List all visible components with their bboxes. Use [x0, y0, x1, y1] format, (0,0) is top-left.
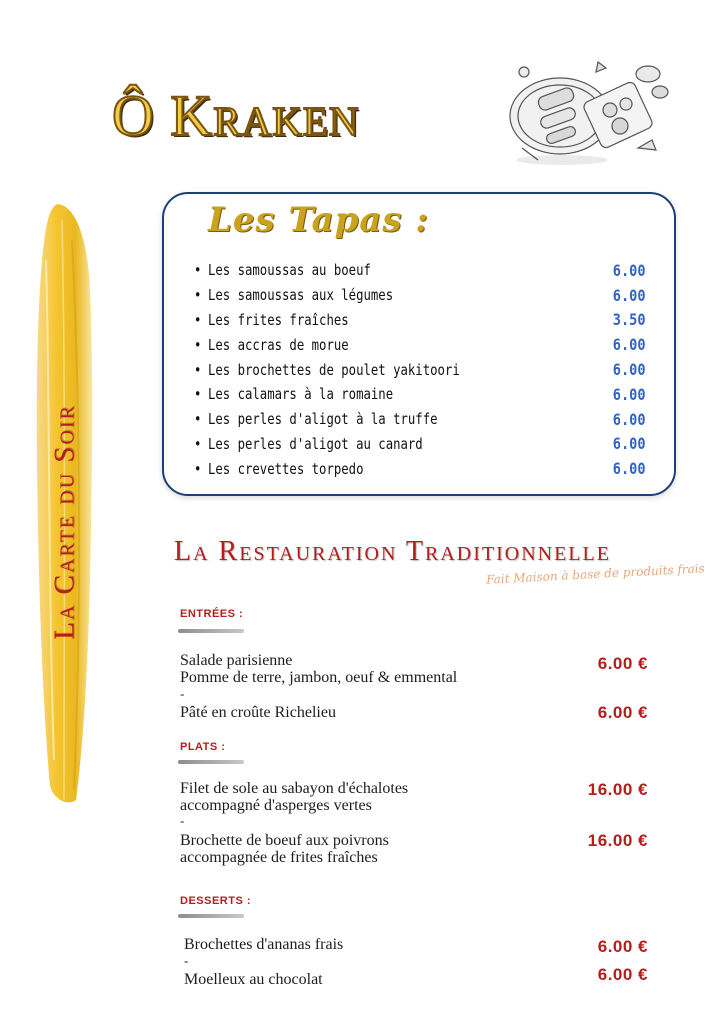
- dish-price: 6.00 €: [597, 703, 648, 722]
- tapas-item-name: • Les crevettes torpedo: [194, 460, 363, 478]
- dish-separator: -: [180, 686, 185, 701]
- dish-price: 16.00 €: [587, 780, 648, 799]
- category-label-entrees: ENTRÉES :: [180, 608, 244, 620]
- dish-name: Salade parisienne: [180, 652, 293, 669]
- tapas-item-price: 6.00: [613, 335, 646, 355]
- list-item: [194, 308, 646, 333]
- category-underline: [178, 914, 244, 918]
- tapas-item-price: 6.00: [613, 285, 646, 305]
- tapas-box: [162, 192, 676, 496]
- tapas-item-price: 6.00: [613, 360, 646, 380]
- section-subtitle: Fait Maison à base de produits frais: [485, 561, 706, 587]
- dish-description: accompagné d'asperges vertes: [180, 797, 372, 814]
- tapas-item-price: 6.00: [613, 384, 646, 404]
- dish-price: 6.00 €: [597, 654, 648, 673]
- list-item: [194, 456, 646, 481]
- dish-name: Brochette de boeuf aux poivrons: [180, 832, 389, 849]
- dish-name: Pâté en croûte Richelieu: [180, 704, 336, 721]
- tapas-item-name: • Les accras de morue: [194, 336, 349, 354]
- tapas-item-price: 6.00: [613, 409, 646, 429]
- tapas-item-name: • Les perles d'aligot à la truffe: [194, 410, 438, 428]
- section-title: La Restauration Traditionnelle: [174, 536, 611, 567]
- tapas-item-price: 6.00: [613, 434, 646, 454]
- list-item: [194, 432, 646, 457]
- dish-name: Brochettes d'ananas frais: [184, 936, 344, 953]
- tapas-list: [194, 258, 646, 481]
- list-item: [194, 258, 646, 283]
- tapas-item-name: • Les frites fraîches: [194, 311, 349, 329]
- dish-description: Pomme de terre, jambon, oeuf & emmental: [180, 669, 458, 686]
- vertical-title: La Carte du Soir: [48, 404, 81, 640]
- dish-price: 6.00 €: [597, 965, 648, 984]
- tapas-item-price: 6.00: [613, 260, 646, 280]
- tapas-heading: Les Tapas :: [208, 200, 429, 240]
- dish-separator: -: [184, 953, 189, 968]
- tapas-item-name: • Les brochettes de poulet yakitoori: [194, 361, 460, 379]
- tapas-item-price: 6.00: [613, 459, 646, 479]
- tapas-item-name: • Les samoussas au boeuf: [194, 261, 371, 279]
- list-item: [194, 283, 646, 308]
- category-label-plats: PLATS :: [180, 741, 226, 753]
- tapas-item-name: • Les calamars à la romaine: [194, 385, 393, 403]
- category-label-desserts: DESSERTS :: [180, 895, 252, 907]
- restaurant-logo-title: Ô Kraken: [112, 83, 360, 148]
- tapas-item-price: 3.50: [613, 310, 646, 330]
- tapas-item-name: • Les perles d'aligot au canard: [194, 435, 423, 453]
- list-item: [194, 407, 646, 432]
- dish-price: 16.00 €: [587, 831, 648, 850]
- list-item: [194, 357, 646, 382]
- dish-name: Moelleux au chocolat: [184, 971, 323, 988]
- list-item: [194, 332, 646, 357]
- category-underline: [178, 760, 244, 764]
- category-underline: [178, 629, 244, 633]
- dish-name: Filet de sole au sabayon d'échalotes: [180, 780, 409, 797]
- list-item: [194, 382, 646, 407]
- dish-price: 6.00 €: [597, 937, 648, 956]
- dish-description: accompagnée de frites fraîches: [180, 849, 378, 866]
- dish-separator: -: [180, 813, 185, 828]
- food-platter-sketch-icon: [498, 52, 674, 170]
- tapas-item-name: • Les samoussas aux légumes: [194, 286, 393, 304]
